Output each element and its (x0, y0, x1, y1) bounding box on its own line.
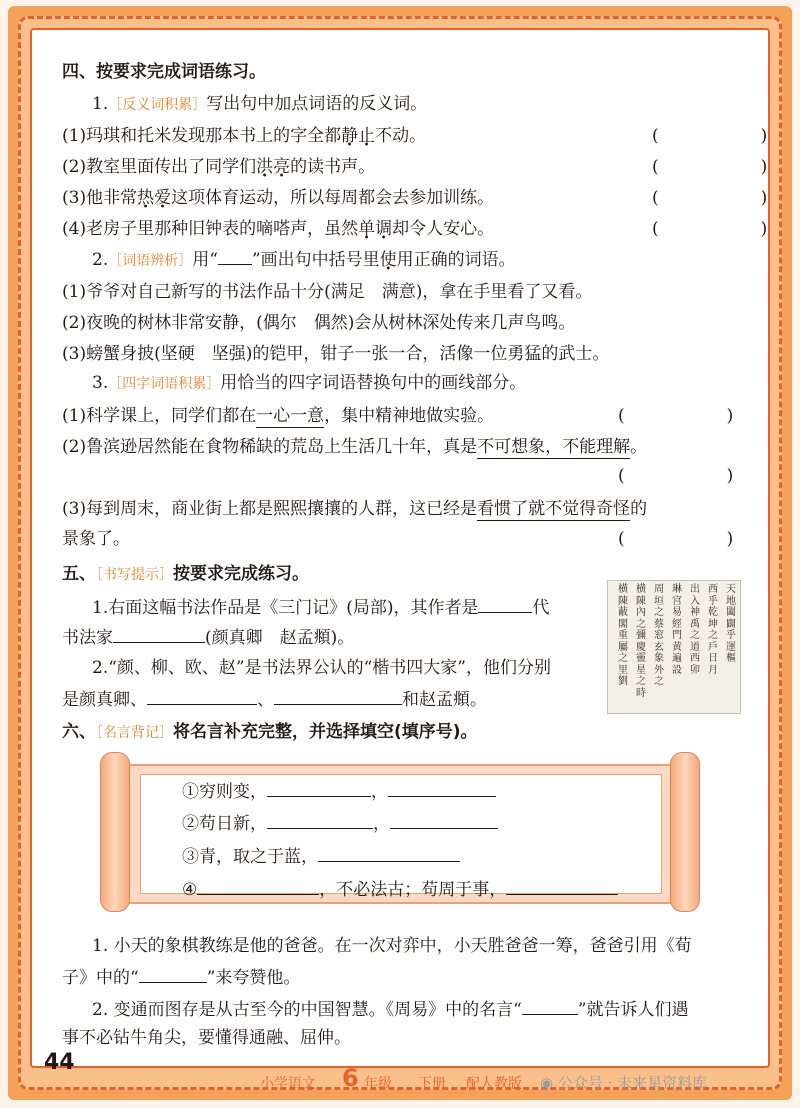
blank[interactable] (388, 778, 496, 797)
footer-edition: 配人教版 (466, 1076, 522, 1092)
q4-3-item: (3)每到周末，商业街上都是熙熙攘攘的人群，这已经是看惯了就不觉得奇怪的 (62, 499, 648, 519)
q6-1: 1. 小天的象棋教练是他的爸爸。在一次对弈中，小天胜爸爸一筹，爸爸引用《荀 (92, 936, 692, 956)
blank[interactable] (318, 843, 460, 862)
q4-1-item: (4)老房子里那种旧钟表的嘀嗒声，虽然单调却令人安心。 (62, 219, 495, 239)
quote-line-4: ④ ，不必法古；苟周于事， (182, 876, 618, 902)
tag-idiom: ［四字词语积累］ (108, 376, 221, 392)
q6-1-cont: 子》中的“ ”来夸赞他。 (62, 964, 300, 990)
blank[interactable] (139, 964, 207, 983)
q4-3-item: (2)鲁滨逊居然能在食物稀缺的荒岛上生活几十年，真是不可想象，不能理解。 (62, 437, 648, 457)
footer-grade: 年级 (364, 1076, 392, 1092)
q5-1-cont: 书法家 (颜真卿 赵孟頫)。 (62, 624, 354, 650)
blank[interactable] (147, 686, 257, 705)
q4-1-item: (1)玛琪和托米发现那本书上的字全都静止不动。 (62, 126, 427, 146)
quote-line-1: ①穷则变， ， (182, 778, 496, 804)
section-5-title: 五、［书写提示］按要求完成练习。 (62, 564, 309, 584)
answer-paren[interactable]: ( ) (652, 126, 768, 146)
quote-line-2: ②苟日新， ， (182, 810, 498, 836)
wechat-icon: ◉ (540, 1074, 554, 1092)
q4-2-item: (2)夜晚的树林非常安静，(偶尔 偶然)会从树林深处传来几声鸟鸣。 (62, 313, 576, 333)
tag-writing: ［书写提示］ (96, 567, 173, 583)
q4-3-item-cont: 景象了。 (62, 529, 130, 549)
tag-word-discrimination: ［词语辨析］ (108, 253, 193, 269)
blank[interactable] (197, 876, 319, 895)
q5-1: 1.右面这幅书法作品是《三门记》(局部)，其作者是 代 (92, 594, 549, 620)
q4-2-item: (1)爷爷对自己新写的书法作品十分(满足 满意)，拿在手里看了又看。 (62, 282, 593, 302)
tag-quotes: ［名言背记］ (96, 725, 173, 741)
answer-paren[interactable]: ( ) (652, 157, 768, 177)
scroll-roll-right (670, 752, 700, 912)
section-4-title: 四、按要求完成词语练习。 (62, 62, 266, 82)
q4-1-item: (3)他非常热爱这项体育运动，所以每周都会去参加训练。 (62, 188, 495, 208)
q4-1-heading: 1.［反义词积累］写出句中加点词语的反义词。 (92, 94, 428, 114)
page-number: 44 (44, 1050, 75, 1075)
q4-3-heading: 3.［四字词语积累］用恰当的四字词语替换句中的画线部分。 (92, 373, 527, 393)
q6-2-cont: 事不必钻牛角尖，要懂得通融、屈伸。 (62, 1028, 351, 1048)
q4-3-item: (1)科学课上，同学们都在一心一意，集中精神地做实验。 (62, 406, 495, 426)
q4-1-item: (2)教室里面传出了同学们洪亮的读书声。 (62, 157, 376, 177)
blank[interactable] (267, 778, 371, 797)
blank[interactable] (274, 686, 402, 705)
tag-antonym: ［反义词积累］ (108, 97, 207, 113)
blank[interactable] (390, 810, 498, 829)
blank[interactable] (267, 810, 373, 829)
section-6-title: 六、［名言背记］将名言补充完整，并选择填空(填序号)。 (62, 722, 478, 742)
scroll-roll-left (100, 752, 130, 912)
q5-2: 2.“颜、柳、欧、赵”是书法界公认的“楷书四大家”，他们分别 (92, 658, 551, 678)
quote-line-3: ③青，取之于蓝， (182, 843, 460, 869)
watermark: ◉ 公众号 · 未来星资料库 (540, 1074, 708, 1092)
q4-2-item: (3)螃蟹身披(坚硬 坚强)的铠甲，钳子一张一合，活像一位勇猛的武士。 (62, 344, 610, 364)
answer-paren[interactable]: ( ) (652, 219, 768, 239)
blank[interactable] (478, 594, 532, 613)
q4-2-heading: 2.［词语辨析］用“ ”画出句中括号里使用正确的词语。 (92, 246, 516, 273)
footer-subject: 小学语文 (260, 1076, 316, 1092)
footer-grade-num: 6 (342, 1064, 359, 1092)
answer-paren[interactable]: ( ) (652, 188, 768, 208)
blank[interactable] (522, 996, 578, 1015)
calligraphy-image: 天地闔闢乎運樞 西乎乾坤之戶日月 出入神禹之道西卯 琳宫易經門黄遍設 周垣之蔡窓玄象外之 横陳內之彌慶靈星之時 横陳蔽閣重屬之里劉 (607, 580, 741, 714)
answer-paren[interactable]: ( ) (618, 529, 734, 549)
blank[interactable] (113, 624, 205, 643)
footer-bar (250, 1064, 760, 1094)
underline-sample (218, 246, 252, 265)
footer-term: 下册 (418, 1076, 446, 1092)
q5-2-cont: 是颜真卿、 、 和赵孟頫。 (62, 686, 487, 712)
answer-paren[interactable]: ( ) (618, 406, 734, 426)
q6-2: 2. 变通而图存是从古至今的中国智慧。《周易》中的名言“ ”就告诉人们遇 (92, 996, 689, 1022)
blank[interactable] (506, 876, 618, 895)
answer-paren[interactable]: ( ) (618, 466, 734, 486)
